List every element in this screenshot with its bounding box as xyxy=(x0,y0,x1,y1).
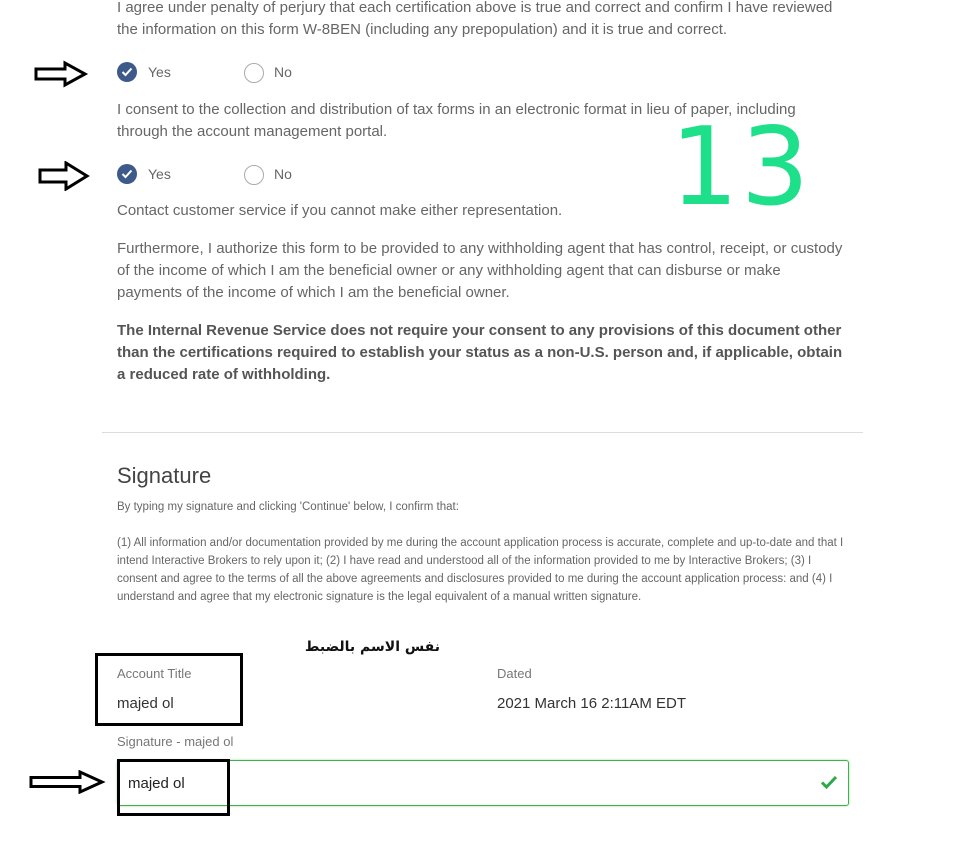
signature-input-highlight-box xyxy=(117,759,230,816)
arrow-right-icon xyxy=(33,60,89,88)
account-title-label: Account Title xyxy=(117,666,192,681)
account-title-value: majed ol xyxy=(117,695,174,712)
arabic-annotation: نفس الاسم بالضبط xyxy=(304,639,440,655)
step-number: 13 xyxy=(670,105,812,230)
arrow-right-icon xyxy=(37,161,91,191)
signature-heading: Signature xyxy=(117,463,212,488)
electronic-consent-text: I consent to the collection and distribution of tax forms in an electronic format in lieu of paper, including through the account management portal. xyxy=(117,101,796,140)
perjury-no-label[interactable]: No xyxy=(274,64,292,80)
perjury-radio-group xyxy=(117,62,417,84)
irs-notice-text: The Internal Revenue Service does not require your consent to any provisions of this document other than the certifications required to establish your status as a non-U.S. person and, if applicable, obtain a reduced rate of withholding. xyxy=(117,322,843,383)
dated-value: 2021 March 16 2:11AM EDT xyxy=(497,695,686,712)
arrow-right-icon xyxy=(28,770,106,794)
perjury-certification-text: I agree under penalty of perjury that each certification above is true and correct and confirm I have reviewed the information on this form W-8BEN (including any prepopulation) and it is true and correct. xyxy=(117,0,833,38)
authorize-text: Furthermore, I authorize this form to be provided to any withholding agent that has control, receipt, or custody of the income of which I am the beneficial owner or any withholding agent that can disburse or make payments of the income of which I am the beneficial owner. xyxy=(117,240,843,301)
perjury-yes-radio[interactable] xyxy=(117,62,137,82)
consent-yes-radio[interactable] xyxy=(117,164,137,184)
contact-service-text: Contact customer service if you cannot make either representation. xyxy=(117,202,563,219)
account-title-highlight-box xyxy=(95,653,243,726)
perjury-yes-label[interactable]: Yes xyxy=(148,64,171,80)
consent-no-radio[interactable] xyxy=(244,165,264,185)
valid-check-icon xyxy=(820,774,838,790)
consent-no-label[interactable]: No xyxy=(274,166,292,182)
dated-label: Dated xyxy=(497,666,532,681)
signature-field-label: Signature - majed ol xyxy=(117,734,234,749)
consent-yes-label[interactable]: Yes xyxy=(148,166,171,182)
checkmark-icon xyxy=(121,169,133,179)
signature-terms-text: (1) All information and/or documentation provided by me during the account application process is accurate, complete and up-to-date and that I intend Interactive Brokers to rely upon it; (2) I have read and understood all of the information provided to me by Interactive Brokers; (3) I consent and agree to the terms of all the above agreements and disclosures provided to me during the account application process: and (4) I understand and agree that my electronic signature is the legal equivalent of a manual written signature. xyxy=(117,537,844,603)
checkmark-icon xyxy=(121,67,133,77)
section-divider xyxy=(102,432,863,433)
perjury-no-radio[interactable] xyxy=(244,63,264,83)
signature-intro-text: By typing my signature and clicking 'Continue' below, I confirm that: xyxy=(117,501,459,513)
consent-radio-group xyxy=(117,164,417,186)
